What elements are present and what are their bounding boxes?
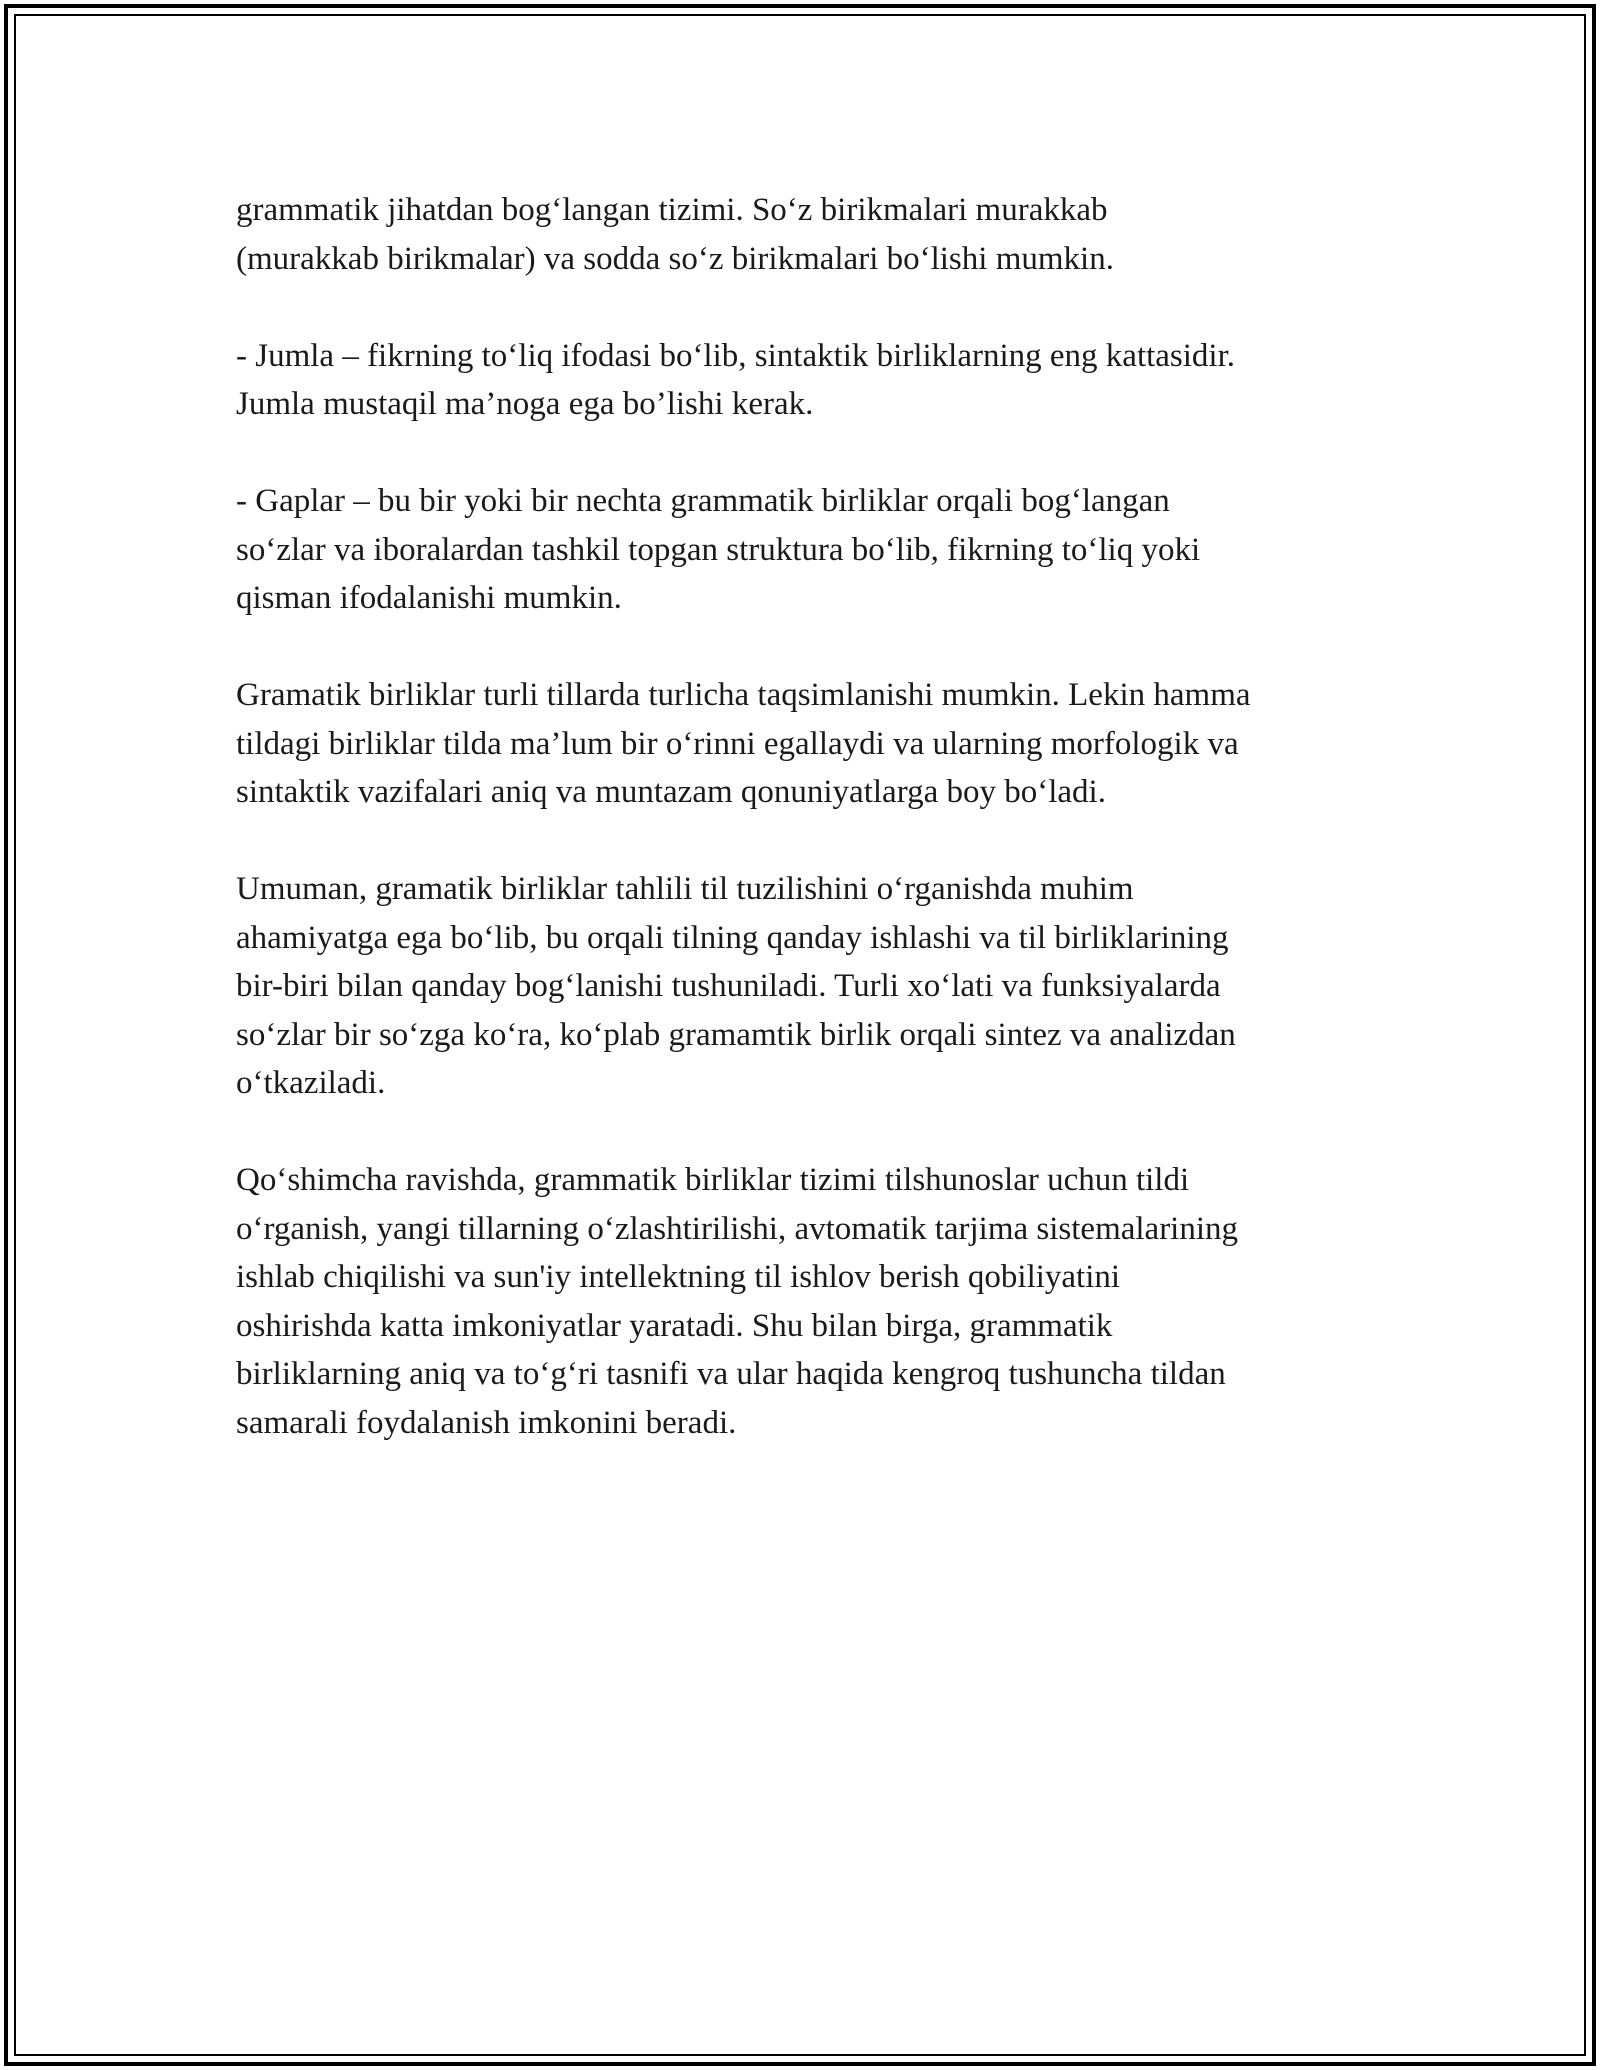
text-line: Qo‘shimcha ravishda, grammatik birliklar tizimi tilshunoslar uchun tildi bbox=[236, 1162, 1190, 1198]
text-line: oshirishda katta imkoniyatlar yaratadi. Shu bilan birga, grammatik bbox=[236, 1307, 1113, 1344]
paragraph-4 bbox=[236, 671, 1366, 817]
text-line: birliklarning aniq va to‘g‘ri tasnifi va ular haqida kengroq tushuncha tildan bbox=[236, 1356, 1226, 1392]
paragraph-6 bbox=[236, 1156, 1366, 1447]
text-line: - Gaplar – bu bir yoki bir nechta grammatik birliklar orqali bog‘langan bbox=[236, 483, 1170, 519]
text-line: tildagi birliklar tilda ma’lum bir o‘rinni egallaydi va ularning morfologik va bbox=[236, 725, 1239, 762]
text-line: ishlab chiqilishi va sun'iy intellektning til ishlov berish qobiliyatini bbox=[236, 1259, 1121, 1295]
text-line: grammatik jihatdan bog‘langan tizimi. So‘z birikmalari murakkab bbox=[236, 192, 1108, 228]
paragraph-3 bbox=[236, 477, 1366, 623]
paragraph-5 bbox=[236, 865, 1366, 1108]
text-line: so‘zlar bir so‘zga ko‘ra, ko‘plab gramamtik birlik orqali sintez va analizdan bbox=[236, 1016, 1236, 1053]
text-line: so‘zlar va iboralardan tashkil topgan struktura bo‘lib, fikrning to‘liq yoki bbox=[236, 531, 1201, 568]
text-line: (murakkab birikmalar) va sodda so‘z birikmalari bo‘lishi mumkin. bbox=[236, 240, 1114, 277]
text-line: Jumla mustaqil ma’noga ega bo’lishi kerak. bbox=[236, 386, 814, 422]
text-line: o‘rganish, yangi tillarning o‘zlashtirilishi, avtomatik tarjima sistemalarining bbox=[236, 1210, 1239, 1247]
text-line: - Jumla – fikrning to‘liq ifodasi bo‘lib, sintaktik birliklarning eng kattasidir. bbox=[236, 337, 1236, 374]
text-line: qisman ifodalanishi mumkin. bbox=[236, 580, 622, 616]
text-line: ahamiyatga ega bo‘lib, bu orqali tilning qanday ishlashi va til birliklarining bbox=[236, 919, 1229, 956]
text-line: samarali foydalanish imkonini beradi. bbox=[236, 1404, 737, 1441]
text-line: Umuman, gramatik birliklar tahlili til tuzilishini o‘rganishda muhim bbox=[236, 871, 1134, 907]
paragraph-2 bbox=[236, 332, 1366, 429]
text-line: sintaktik vazifalari aniq va muntazam qonuniyatlarga boy bo‘ladi. bbox=[236, 774, 1106, 810]
text-line: o‘tkaziladi. bbox=[236, 1065, 386, 1101]
text-line: Gramatik birliklar turli tillarda turlicha taqsimlanishi mumkin. Lekin hamma bbox=[236, 677, 1251, 713]
paragraph-1 bbox=[236, 186, 1366, 283]
text-line: bir-biri bilan qanday bog‘lanishi tushuniladi. Turli xo‘lati va funksiyalarda bbox=[236, 968, 1221, 1004]
document-body bbox=[236, 186, 1366, 1496]
